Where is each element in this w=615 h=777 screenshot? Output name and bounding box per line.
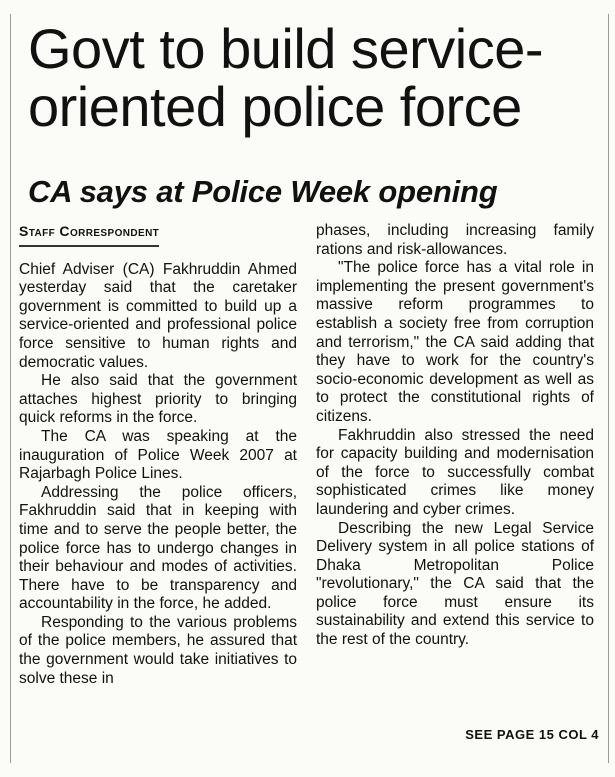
byline [19,222,159,247]
left-border-rule [10,14,11,763]
byline-text: Staff Correspondent [19,223,160,239]
paragraph: Describing the new Legal Service Delivery system in all police stations of Dhaka Metropolitan Police "revolutionary," the CA said that the police force must ensure its sustainability and extend this service to the rest of the country. [316,519,594,649]
paragraph: "The police force has a vital role in implementing the present government's massive reform programmes to establish a society free from corruption and terrorism," the CA said adding that they have to work for the country's socio-economic development as well as to protect the constitutional rights of citizens. [316,259,594,425]
paragraph: phases, including increasing family rations and risk-allowances. [316,222,594,258]
paragraph: Addressing the police officers, Fakhruddin said that in keeping with time and to serve the people better, the police force has to undergo changes in their behaviour and modes of activities. There have to be transparency and accountability in the force, he added. [19,483,297,613]
paragraph: Chief Adviser (CA) Fakhruddin Ahmed yesterday said that the caretaker government is committed to build up a service-oriented and professional police force sensitive to human rights and democratic values. [19,260,297,371]
paragraph: Responding to the various problems of the police members, he assured that the government would take initiatives to solve these in [19,613,297,687]
right-border-rule [608,14,609,763]
article-column-1 [19,222,297,688]
headline: Govt to build service-oriented police force [28,17,543,138]
paragraph: He also said that the government attaches highest priority to bringing quick reforms in the force. [19,372,297,427]
article-column-2 [316,222,594,650]
paragraph: The CA was speaking at the inauguration of Police Week 2007 at Rajarbagh Police Lines. [19,427,297,483]
subheadline: CA says at Police Week opening [28,174,498,209]
paragraph: Fakhruddin also stressed the need for capacity building and modernisation of the force to successfully combat sophisticated crimes like money laundering and cyber crimes. [316,426,594,518]
continued-on-page-label: SEE PAGE 15 COL 4 [465,727,599,742]
